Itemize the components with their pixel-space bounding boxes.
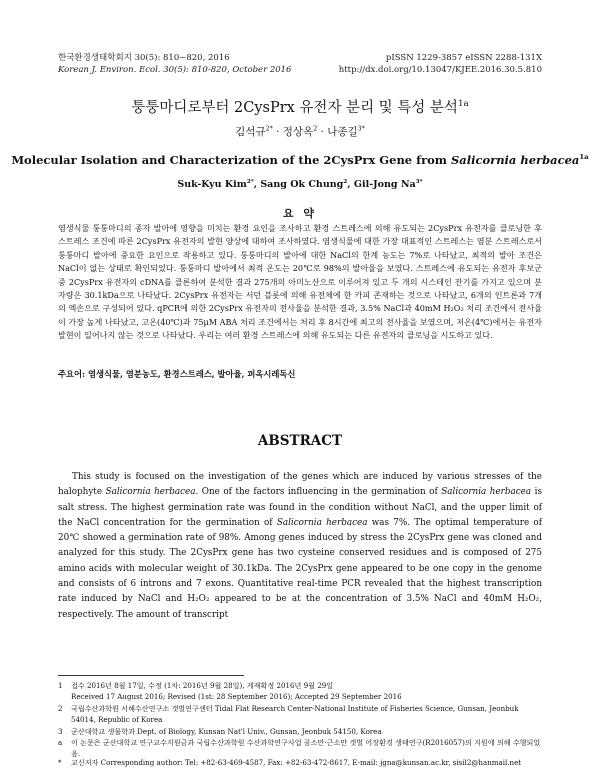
authors-english: Suk-Kyu Kim$^{2*}$, Sang Ok Chung$^2$, Gil-Jong $Na^{3*}$ xyxy=(177,179,423,191)
title-english: Molecular Isolation and Characterization of the 2CysPrx Gene from Salicornia herbacea$^{1a}$ xyxy=(11,153,589,167)
abstract-body: This study is focused on the investigation of the genes which are induced by various stresses of the halophyte Salicornia herbacea. One of the factors influencing in the germination of Salicornia herbacea is salt stress. The highest germination rate was found in the condition without NaCl, and the upper limit of the NaCl concentration for the germination of Salicornia herbacea was 7%. The optimal temperature of 20℃ showed a germination rate of 98%. Among genes induced by stress the 2CysPrx gene was cloned and analyzed for this study. The 2CysPrx gene has two cysteine conserved residues and is composed of 275 amino acids with molecular weight of 30.1kDa. The 2CysPrx gene appeared to be one copy in the genome and consists of 6 introns and 7 exons. Quantitative real-time PCR revealed that the highest transcription rate induced by NaCl and H₂O₂ appeared to be at the concentration of 3.5% NaCl and 40mM H₂O₂, respectively. The amount of transcript xyxy=(58,472,542,620)
issn: pISSN 1229-3857 eISSN 2288-131X xyxy=(385,53,542,63)
footnote-2: 2 국립수산과학원 서해수산연구소 갯벌연구센터 Tidal Flat Research Center-National Institute of Fisheries Science, Gunsan, Jeonbuk 54014, Republic of Korea xyxy=(58,704,519,724)
journal-ko: 한국환경생태학회지 30(5): 810~820, 2016 xyxy=(58,53,230,63)
footnote-a: a 이 논문은 군산대학교 연구교수지원금과 국립수산과학원 수산과학연구사업 곰소만·근소만 갯벌 어장환경 생태연구(R2016057)의 지원에 의해 수행되었음. xyxy=(58,738,541,758)
journal-identifiers xyxy=(339,52,542,76)
journal-en: Korean J. Environ. Ecol. 30(5): 810-820, October 2016 xyxy=(58,65,292,75)
keywords: 주요어: 염생식물, 염분농도, 환경스트레스, 발아율, 퍼옥시레독신 xyxy=(58,369,296,379)
footnote-3: 3 군산대학교 생물학과 Dept. of Biology, Kunsan Nat'l Univ., Gunsan, Jeonbuk 54150, Korea xyxy=(58,727,382,736)
summary-heading: 요 약 xyxy=(282,207,318,220)
doi[interactable]: http://dx.doi.org/10.13047/KJEE.2016.30.5.810 xyxy=(338,65,542,75)
footnote-divider xyxy=(58,675,244,676)
footnote-1: 1 접수 2016년 8월 17일, 수정 (1차: 2016년 9월 28일), 게재확정 2016년 9월 29일 Received 17 August 2016; Revised (1st: 28 September 2016); Accepted 29 September 2016 xyxy=(58,681,402,701)
journal-citation xyxy=(58,52,291,76)
title-korean: 퉁퉁마디로부터 2CysPrx 유전자 분리 및 특성 분석$^{1a}$ xyxy=(131,99,469,116)
abstract-heading: ABSTRACT xyxy=(257,433,343,449)
footnote-corresponding: * 교신저자 Corresponding author: Tel: +82-63-469-4587, Fax: +82-63-472-8617, E-mail: jgna@kunsan.ac.kr, sisil2@hanmail.net xyxy=(58,758,522,767)
authors-korean: 김석규$^{2*}$ · 정상옥$^2$ · 나종길$^{3*}$ xyxy=(235,125,365,138)
summary-korean: 염생식물 퉁퉁마디의 종자 발아에 영향을 미치는 환경 요인을 조사하고 환경 스트레스에 의해 유도되는 2CysPrx 유전자를 클로닝한 후 스트레스 조건에 따른 2CysPrx 유전자의 발현 양상에 대하여 조사하였다. 염생식물에 대한 가장 대표적인 스트레스는 염분 스트레스로서 퉁퉁마디 발아에 중요한 요인으로 작용하고 있다. 퉁퉁마디의 발아에 대한 NaCl의 한계 농도는 7%로 나타났고, 최적의 발아 조건은 NaCl이 없는 상태로 확인되었다. 퉁퉁마디 발아에서 최적 온도는 20℃로 98%의 발아율을 보였다. 스트레스에 유도되는 유전자 후보군 중 2CysPrx 유전자의 cDNA를 클론하여 분석한 결과 275개의 아미노산으로 이루어져 있고 두 개의 시스테인 잔기를 가지고 있으며 분자량은 30.1kDa으로 나타났다. 2CysPrx 유전자는 서던 블롯에 의해 유전체에 한 카피 존재하는 것으로 나타났고, 6개의 인트론과 7개의 엑손으로 구성되어 있다. qPCR에 의한 2CysPrx 유전자의 전사율을 분석한 결과, 3.5% NaCl과 40mM H₂O₂ 처리 조건에서 전사율이 가장 높게 나타났고, 고온(40℃)과 75μM ABA 처리 조건에서는 처리 후 8시간에 최고의 전사율을 보였으며, 저온(4℃)에서는 유전자 발현이 일어나지 않는 것으로 나타났다. 우리는 여러 환경 스트레스에 의해 유도되는 다른 유전자의 클로닝을 시도하고 있다. xyxy=(58,223,542,341)
